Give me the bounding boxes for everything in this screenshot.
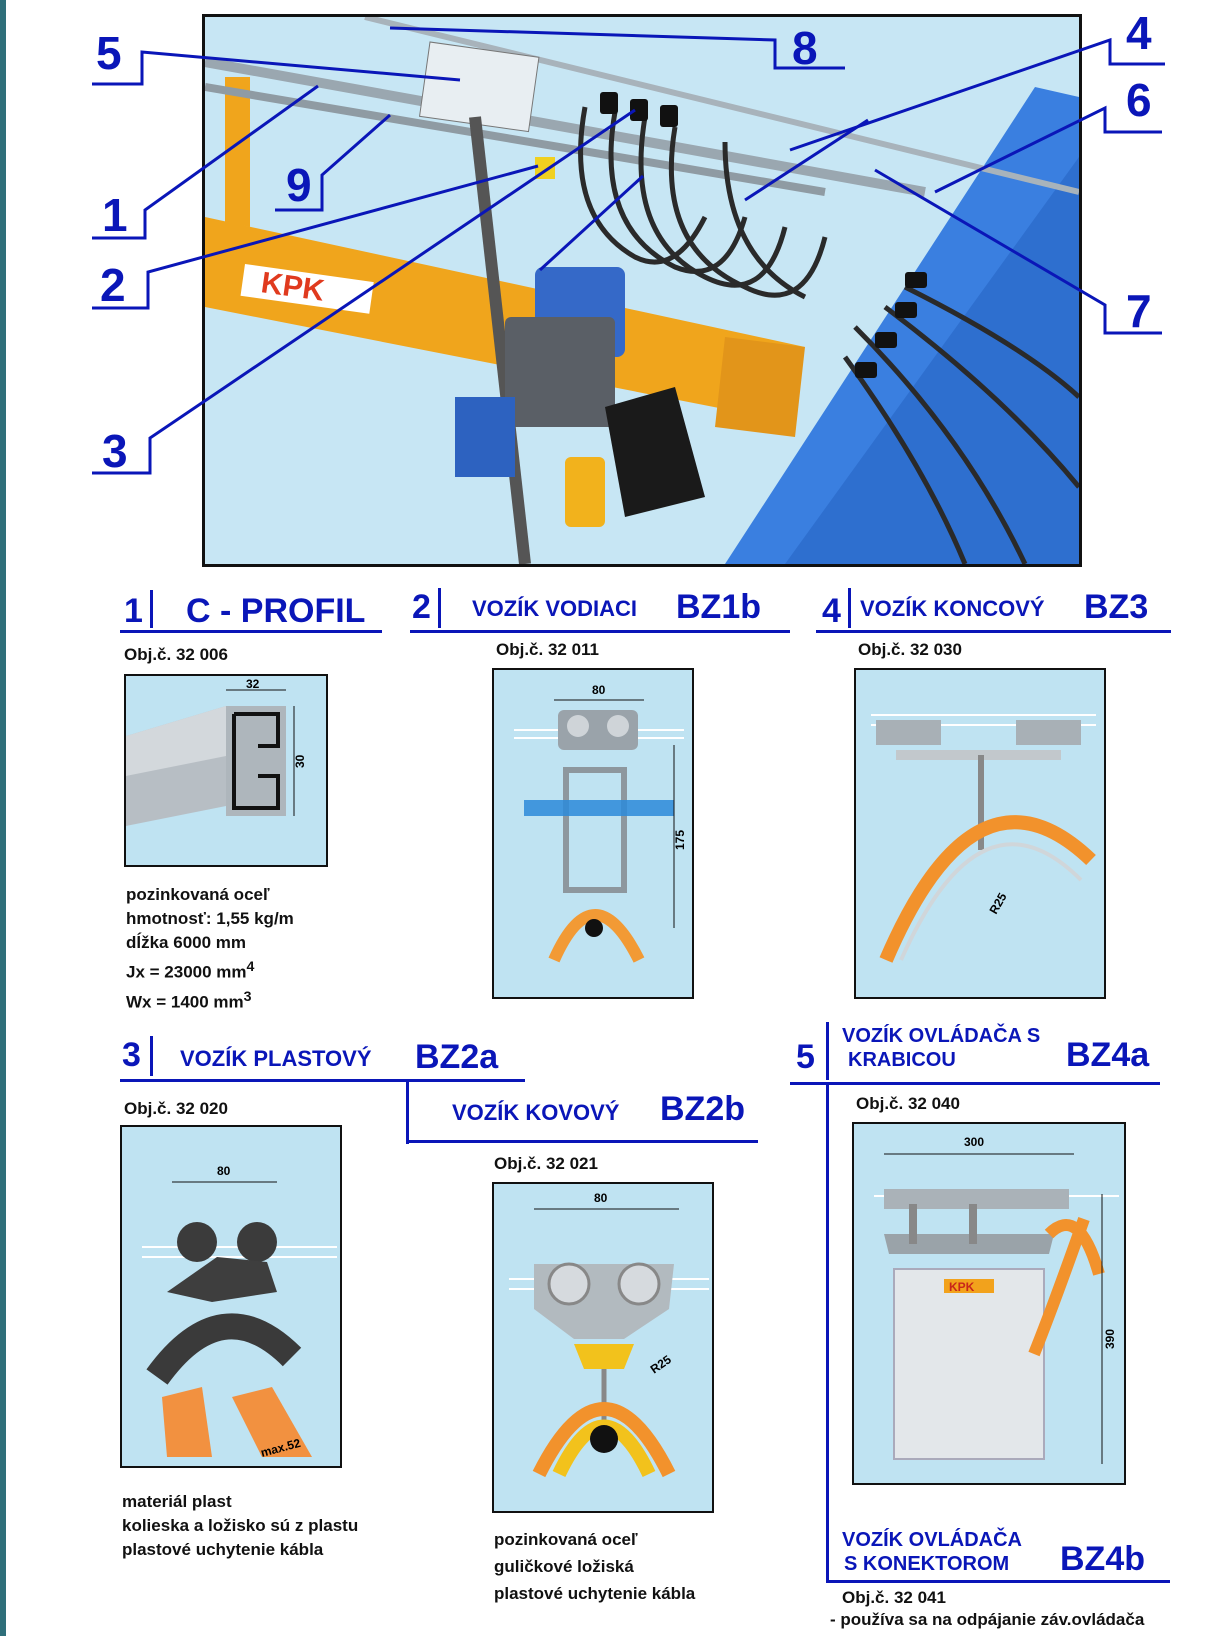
sec4-code: BZ3 [1084,588,1149,626]
sec3-dim-width: 80 [217,1164,231,1178]
sec4-order-number: Obj.č. 32 030 [858,640,962,659]
sec3b-title: VOZÍK KOVOVÝ [452,1100,620,1125]
sec3b-dim-radius: R25 [647,1352,674,1377]
sec4-number: 4 [822,592,841,630]
sec3-desc-line: kolieska a ložisko sú z plastu [122,1516,359,1535]
sec1-desc-line: Jx = 23000 $mm^4$ [126,959,255,982]
sec5-brand-label: KPK [949,1280,975,1294]
callout-3: 3 [102,425,128,477]
callout-2: 2 [100,259,126,311]
sec5-bz4a-figure [852,1122,1126,1485]
sec1-desc-line: pozinkovaná oceľ [126,885,270,904]
sec2-code: BZ1b [676,588,761,626]
callout-4: 4 [1126,7,1152,59]
sec2-bz1b-figure [492,668,694,999]
sec3b-bz2b-figure [492,1182,714,1513]
sec1-dim-width: 32 [246,677,260,691]
sec1-dim-height: 30 [293,754,307,768]
sec3b-order-number: Obj.č. 32 021 [494,1154,598,1173]
sec1-divider [150,590,153,628]
callout-6: 6 [1126,74,1152,126]
sec4-dim-radius: R25 [986,890,1010,917]
sec3b-description [494,1526,695,1607]
sec5b-order-number: Obj.č. 32 041 [842,1588,946,1607]
sec5-underline [790,1082,1160,1085]
photo-brand-logo: KPK [259,266,327,308]
sec1-c-profile-figure [124,674,328,867]
sec3-dim-max: max.52 [259,1435,303,1460]
sec1-desc-line: dĺžka 6000 mm [126,933,247,952]
sec2-dim-width: 80 [592,683,606,697]
sec2-order-number: Obj.č. 32 011 [496,640,600,659]
callout-1: 1 [102,189,128,241]
sec1-underline [120,630,382,633]
callout-7: 7 [1126,285,1152,337]
sec5b-note: - používa sa na odpájanie záv.ovládača [830,1610,1145,1629]
sec3b-desc-line: guličkové ložiská [494,1557,634,1576]
callout-5: 5 [96,27,122,79]
sec3-desc-line: plastové uchytenie kábla [122,1540,324,1559]
sec2-title: VOZÍK VODIACI [472,596,638,621]
sec1-description [126,883,294,1014]
sec3-branch-line [406,1079,409,1144]
sec2-number: 2 [412,588,431,626]
sec5-dim-width: 300 [964,1135,985,1149]
sec5-divider [826,1022,829,1080]
sec5-dim-height: 390 [1103,1328,1117,1349]
sec1-desc-line: Wx = 1400 $mm^3$ [126,988,252,1012]
sec3b-code: BZ2b [660,1090,745,1128]
sec5b-title-line2: S KONEKTOROM [844,1553,1010,1575]
sec3-title: VOZÍK PLASTOVÝ [180,1046,372,1071]
sec5b-underline [826,1580,1170,1583]
sec3-description [122,1490,358,1562]
sec4-title: VOZÍK KONCOVÝ [860,596,1045,621]
sec5-order-number: Obj.č. 32 040 [856,1094,960,1113]
sec1-number: 1 [124,592,143,630]
sec5-code: BZ4a [1066,1036,1150,1074]
sec4-underline [816,630,1171,633]
sec2-underline [410,630,790,633]
sec5-title-line2: KRABICOU [848,1049,956,1071]
sec5b-title-line1: VOZÍK OVLÁDAČA [842,1529,1022,1551]
sec5-number: 5 [796,1038,815,1076]
callout-leader-lines [0,0,1231,600]
sec3-bz2a-figure [120,1125,342,1468]
sec3-order-number: Obj.č. 32 020 [124,1099,228,1118]
sec3-desc-line: materiál plast [122,1492,232,1511]
sec3-code: BZ2a [415,1038,499,1076]
sec3-number: 3 [122,1036,141,1074]
sec3-divider [150,1036,153,1076]
sec3b-desc-line: plastové uchytenie kábla [494,1584,696,1603]
sec4-divider [848,588,851,628]
sec3b-dim-width: 80 [594,1191,608,1205]
sec1-desc-line: hmotnosť: 1,55 kg/m [126,909,294,928]
sec3-underline [120,1079,525,1082]
sec4-bz3-figure [854,668,1106,999]
sec3b-underline [406,1140,758,1143]
sec1-title: C - PROFIL [186,592,366,630]
callout-9: 9 [286,159,312,211]
sec3b-desc-line: pozinkovaná oceľ [494,1530,638,1549]
sec5-side-line [826,1082,829,1582]
sec5-title-line1: VOZÍK OVLÁDAČA S [842,1025,1041,1047]
sec2-divider [438,588,441,628]
sec1-order-number: Obj.č. 32 006 [124,645,228,664]
callout-8: 8 [792,22,818,74]
sec2-dim-height: 175 [673,829,687,850]
sec5b-code: BZ4b [1060,1540,1145,1578]
